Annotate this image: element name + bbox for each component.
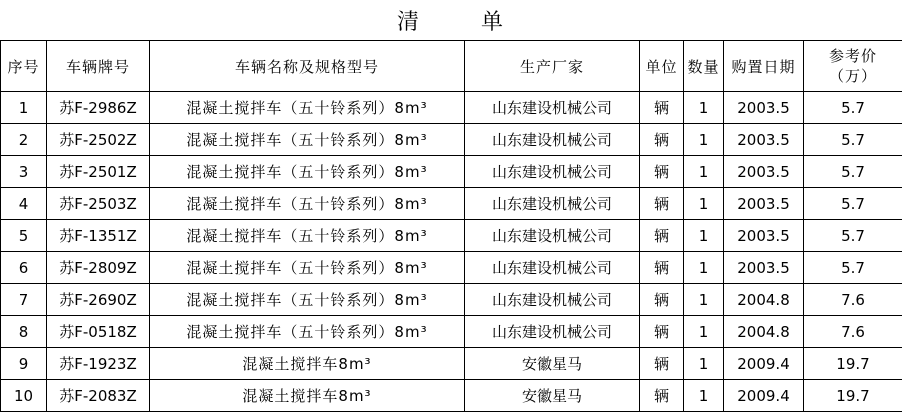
cell-unit: 辆 (640, 316, 684, 348)
table-row (1, 316, 902, 348)
cell-date: 2003.5 (724, 156, 804, 188)
table-row (1, 188, 902, 220)
cell-plate: 苏F-2809Z (47, 252, 150, 284)
cell-qty: 1 (684, 348, 724, 380)
cell-seq: 1 (1, 92, 47, 124)
cell-price: 5.7 (804, 124, 902, 156)
table-row (1, 156, 902, 188)
cell-seq: 3 (1, 156, 47, 188)
table-row (1, 284, 902, 316)
table-row (1, 124, 902, 156)
vehicle-list-table (0, 40, 902, 412)
cell-seq: 8 (1, 316, 47, 348)
cell-seq: 2 (1, 124, 47, 156)
cell-name: 混凝土搅拌车（五十铃系列）8m³ (150, 252, 465, 284)
table-header-row (1, 41, 902, 92)
cell-seq: 5 (1, 220, 47, 252)
cell-plate: 苏F-2690Z (47, 284, 150, 316)
cell-unit: 辆 (640, 124, 684, 156)
cell-plate: 苏F-2501Z (47, 156, 150, 188)
cell-name: 混凝土搅拌车（五十铃系列）8m³ (150, 284, 465, 316)
cell-qty: 1 (684, 380, 724, 412)
cell-seq: 4 (1, 188, 47, 220)
cell-plate: 苏F-2503Z (47, 188, 150, 220)
cell-date: 2003.5 (724, 252, 804, 284)
cell-unit: 辆 (640, 156, 684, 188)
cell-seq: 9 (1, 348, 47, 380)
cell-name: 混凝土搅拌车8m³ (150, 380, 465, 412)
cell-unit: 辆 (640, 220, 684, 252)
cell-unit: 辆 (640, 252, 684, 284)
cell-price: 7.6 (804, 316, 902, 348)
cell-date: 2009.4 (724, 348, 804, 380)
cell-price: 7.6 (804, 284, 902, 316)
header-price-line1: 参考价 (804, 46, 902, 66)
cell-maker: 山东建设机械公司 (465, 124, 640, 156)
cell-date: 2009.4 (724, 380, 804, 412)
table-row (1, 348, 902, 380)
title-char-1: 清 (397, 5, 421, 36)
cell-price: 5.7 (804, 252, 902, 284)
header-maker: 生产厂家 (465, 41, 640, 92)
cell-name: 混凝土搅拌车（五十铃系列）8m³ (150, 92, 465, 124)
cell-price: 5.7 (804, 92, 902, 124)
cell-name: 混凝土搅拌车（五十铃系列）8m³ (150, 124, 465, 156)
cell-plate: 苏F-2986Z (47, 92, 150, 124)
header-unit: 单位 (640, 41, 684, 92)
header-plate: 车辆牌号 (47, 41, 150, 92)
cell-unit: 辆 (640, 348, 684, 380)
cell-name: 混凝土搅拌车（五十铃系列）8m³ (150, 316, 465, 348)
cell-qty: 1 (684, 252, 724, 284)
cell-maker: 山东建设机械公司 (465, 220, 640, 252)
cell-price: 19.7 (804, 380, 902, 412)
cell-unit: 辆 (640, 188, 684, 220)
cell-date: 2003.5 (724, 92, 804, 124)
cell-date: 2003.5 (724, 220, 804, 252)
title-char-2: 单 (481, 5, 505, 36)
header-date: 购置日期 (724, 41, 804, 92)
cell-plate: 苏F-1351Z (47, 220, 150, 252)
cell-maker: 山东建设机械公司 (465, 252, 640, 284)
table-row (1, 380, 902, 412)
cell-unit: 辆 (640, 380, 684, 412)
cell-seq: 7 (1, 284, 47, 316)
cell-price: 5.7 (804, 220, 902, 252)
cell-price: 19.7 (804, 348, 902, 380)
cell-qty: 1 (684, 284, 724, 316)
cell-plate: 苏F-2083Z (47, 380, 150, 412)
cell-name: 混凝土搅拌车（五十铃系列）8m³ (150, 188, 465, 220)
cell-unit: 辆 (640, 284, 684, 316)
cell-unit: 辆 (640, 92, 684, 124)
cell-price: 5.7 (804, 188, 902, 220)
cell-qty: 1 (684, 92, 724, 124)
cell-price: 5.7 (804, 156, 902, 188)
cell-plate: 苏F-0518Z (47, 316, 150, 348)
cell-plate: 苏F-1923Z (47, 348, 150, 380)
cell-name: 混凝土搅拌车8m³ (150, 348, 465, 380)
cell-qty: 1 (684, 220, 724, 252)
document-title (0, 0, 902, 40)
table-row (1, 220, 902, 252)
cell-date: 2003.5 (724, 124, 804, 156)
cell-seq: 10 (1, 380, 47, 412)
cell-seq: 6 (1, 252, 47, 284)
table-row (1, 252, 902, 284)
cell-maker: 山东建设机械公司 (465, 156, 640, 188)
cell-plate: 苏F-2502Z (47, 124, 150, 156)
cell-date: 2003.5 (724, 188, 804, 220)
table-body (1, 92, 902, 412)
header-seq: 序号 (1, 41, 47, 92)
header-qty: 数量 (684, 41, 724, 92)
table-row (1, 92, 902, 124)
cell-maker: 安徽星马 (465, 348, 640, 380)
cell-qty: 1 (684, 316, 724, 348)
cell-qty: 1 (684, 124, 724, 156)
header-name: 车辆名称及规格型号 (150, 41, 465, 92)
cell-maker: 山东建设机械公司 (465, 188, 640, 220)
cell-maker: 山东建设机械公司 (465, 92, 640, 124)
cell-qty: 1 (684, 156, 724, 188)
cell-name: 混凝土搅拌车（五十铃系列）8m³ (150, 220, 465, 252)
cell-date: 2004.8 (724, 316, 804, 348)
header-price-line2: （万） (804, 66, 902, 86)
cell-maker: 山东建设机械公司 (465, 284, 640, 316)
cell-name: 混凝土搅拌车（五十铃系列）8m³ (150, 156, 465, 188)
cell-maker: 山东建设机械公司 (465, 316, 640, 348)
cell-date: 2004.8 (724, 284, 804, 316)
cell-qty: 1 (684, 188, 724, 220)
header-price (804, 41, 902, 92)
cell-maker: 安徽星马 (465, 380, 640, 412)
